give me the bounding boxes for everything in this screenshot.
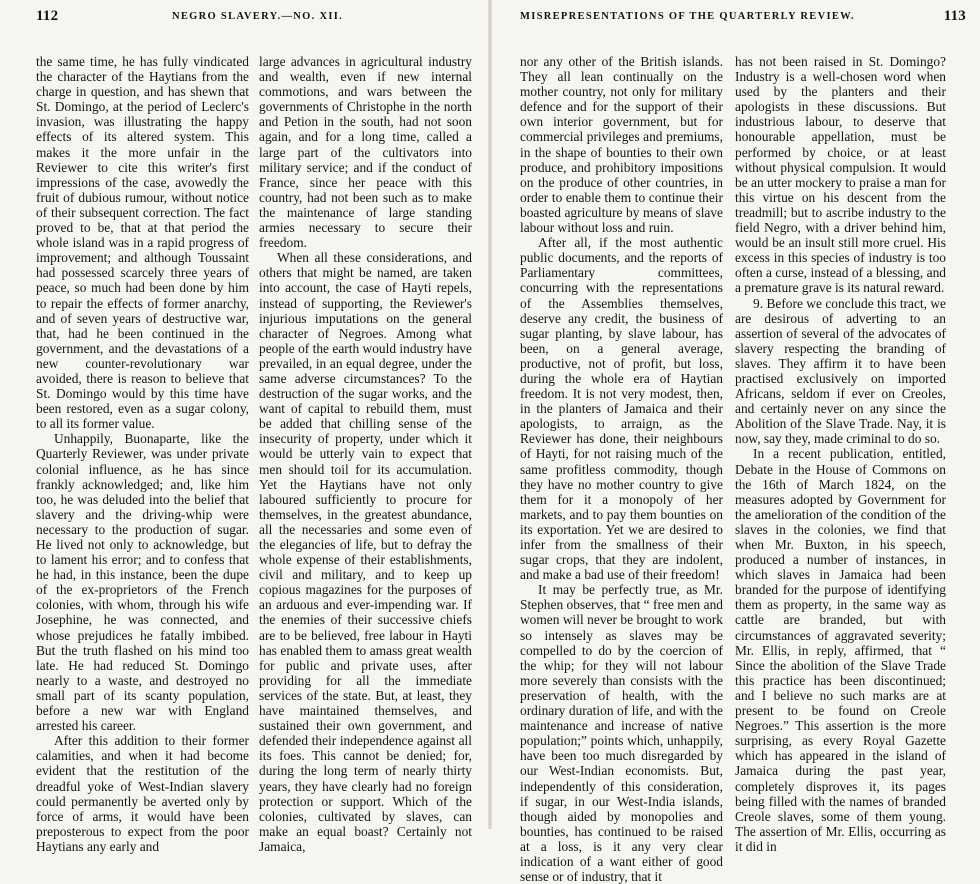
left-column-1 [36,54,249,854]
paragraph: has not been raised in St. Domingo? Industry is a well-chosen word when used by the planters and their apologists in these discussions. But industrious labour, to deserve that honourable appellation, must be performed by choice, or at least without physical compulsion. It would be an utter mockery to praise a man for this virtue on his descent from the treadmill; but to ascribe industry to the field Negro, with a driver behind him, would be an insult still more cruel. His excess in this species of industry is too often a curse, instead of a blessing, and a premature grave is its natural reward. [735,54,946,296]
paragraph: Unhappily, Buonaparte, like the Quarterly Reviewer, was under private colonial influence, as he has since frankly acknowledged; and, like him too, he was deluded into the belief that slavery and the driving-whip were necessary to the production of sugar. He lived not only to acknowledge, but to lament his error; and to confess that he had, in this instance, been the dupe of the ex-proprietors of the French colonies, with whom, through his wife Josephine, he was connected, and whose prejudices he fatally imbibed. But the truth flashed on his mind too late. He had reduced St. Domingo nearly to a waste, and destroyed no small part of its scanty population, before a new war with England arrested his career. [36,431,249,734]
left-page-header [36,8,476,30]
paragraph: After all, if the most authentic public documents, and the reports of Parliamentary committees, concurring with the representations of the Assemblies themselves, deserve any credit, the business of sugar planting, by slave labour, has been, on a general average, productive, not of profit, but loss, during the whole era of Haytian freedom. It is not very modest, then, in the planters of Jamaica and their apologists, to arraign, as the Reviewer has done, their neighbours of Hayti, for not raising much of the same profitless commodity, though they have no mother country to give them for it a monopoly of her markets, and to pay them bounties on its exportation. Yet we are desired to infer from the smallness of their sugar crops, that they are indolent, and make a bad use of their freedom! [520,235,723,583]
right-page [490,0,980,884]
left-column-2 [259,54,472,854]
running-head: NEGRO SLAVERY.—NO. XII. [172,11,344,22]
page-number: 112 [36,8,59,24]
running-head: MISREPRESENTATIONS OF THE QUARTERLY REVIEW. [520,11,855,22]
paragraph: the same time, he has fully vindicated the character of the Haytians from the charge in question, and has shewn that St. Domingo, at the period of Leclerc's invasion, was illustrating the happy effects of its altered system. This makes it the more unfair in the Reviewer to cite this writer's first impressions of the case, avowedly the fruit of dubious rumour, without notice of their subsequent correction. The fact proved to be, that at that period the whole island was in a rapid progress of improvement; and although Toussaint had possessed scarcely three years of peace, so much had been done by him to repair the effects of former anarchy, and of seven years of destructive war, that, had he been continued in the government, and the devastations of a new counter-revolutionary war avoided, there is reason to believe that St. Domingo would by this time have been restored, even as a sugar colony, to all its former value. [36,54,249,432]
paragraph: nor any other of the British islands. They all lean continually on the mother country, not only for military defence and for the support of their own interior government, but for commercial privileges and premiums, in the shape of bounties to their own produce, and prohibitory impositions on the produce of other countries, in order to enable them to continue their boasted agriculture by means of slave labour without loss and ruin. [520,54,723,236]
right-column-2 [735,54,946,854]
right-page-header [520,8,966,30]
paragraph: In a recent publication, entitled, Debate in the House of Commons on the 16th of March 1824, on the measures adopted by Government for the amelioration of the condition of the slaves in the colonies, we find that when Mr. Buxton, in his speech, produced a number of instances, in which slaves in Jamaica had been branded for the purpose of identifying them as property, in the same way as cattle are branded, but with circumstances of aggravated severity; Mr. Ellis, in reply, affirmed, that “ Since the abolition of the Slave Trade this practice has been discontinued; and I believe no such marks are at present to be found on Creole Negroes.” This assertion is the more surprising, as every Royal Gazette which has appeared in the island of Jamaica during the past year, completely disproves it, its pages being filled with the names of branded Creole slaves, some of them young. The assertion of Mr. Ellis, occurring as it did in [735,446,946,854]
page-number: 113 [943,8,966,24]
paragraph: When all these considerations, and others that might be named, are taken into account, the case of Hayti repels, instead of supporting, the Reviewer's injurious imputations on the general character of Negroes. Among what people of the earth would industry have prevailed, in an equal degree, under the same adverse circumstances? To the destruction of the sugar works, and the want of capital to rebuild them, must be added that chilling sense of the insecurity of property, under which it would be utterly vain to expect that men should toil for its accumulation. Yet the Haytians have not only laboured sufficiently to procure for themselves, in the greatest abundance, all the necessaries and some even of the elegancies of life, but to defray the whole expense of their establishments, civil and military, and to keep up copious magazines for the purposes of an arduous and ever-impending war. If the enemies of their successive chiefs are to be believed, free labour in Hayti has enabled them to amass great wealth for public and private uses, after providing for all the immediate services of the state. But, at least, they have maintained themselves, and sustained their own government, and defended their independence against all its foes. This cannot be denied; for, during the long term of nearly thirty years, they have clearly had no foreign protection or support. Which of the colonies, cultivated by slaves, can make an equal boast? Certainly not Jamaica, [259,250,472,854]
paragraph: large advances in agricultural industry and wealth, even if new internal commotions, and wars between the governments of Christophe in the north and Petion in the south, had not soon again, and for a long time, called a large part of the cultivators into military service; and if the conduct of France, since her peace with this country, had not been such as to make the maintenance of large standing armies necessary to secure their freedom. [259,54,472,251]
paragraph: After this addition to their former calamities, and when it had become evident that the restitution of the dreadful yoke of West-Indian slavery could permanently be averted only by force of arms, it would have been preposterous to expect from the poor Haytians any early and [36,733,249,854]
paragraph: It may be perfectly true, as Mr. Stephen observes, that “ free men and women will never be brought to work so intensely as slaves may be compelled to do by the coercion of the whip; for they will not labour more severely than consists with the preservation of health, with the ordinary duration of life, and with the maintenance and increase of native population;” points which, unhappily, have been too much disregarded by our West-Indian economists. But, independently of this consideration, if sugar, in our West-India islands, though aided by monopolies and bounties, has continued to be raised at a loss, is it any very clear indication of a want either of good sense or of industry, that it [520,582,723,884]
paragraph: 9. Before we conclude this tract, we are desirous of adverting to an assertion of several of the advocates of slavery respecting the branding of slaves. They affirm it to have been practised exclusively on imported Africans, seldom if ever on Creoles, and certainly never on any since the Abolition of the Slave Trade. Nay, it is now, say they, made criminal to do so. [735,295,946,447]
left-page [0,0,490,854]
right-column-1 [520,54,723,884]
